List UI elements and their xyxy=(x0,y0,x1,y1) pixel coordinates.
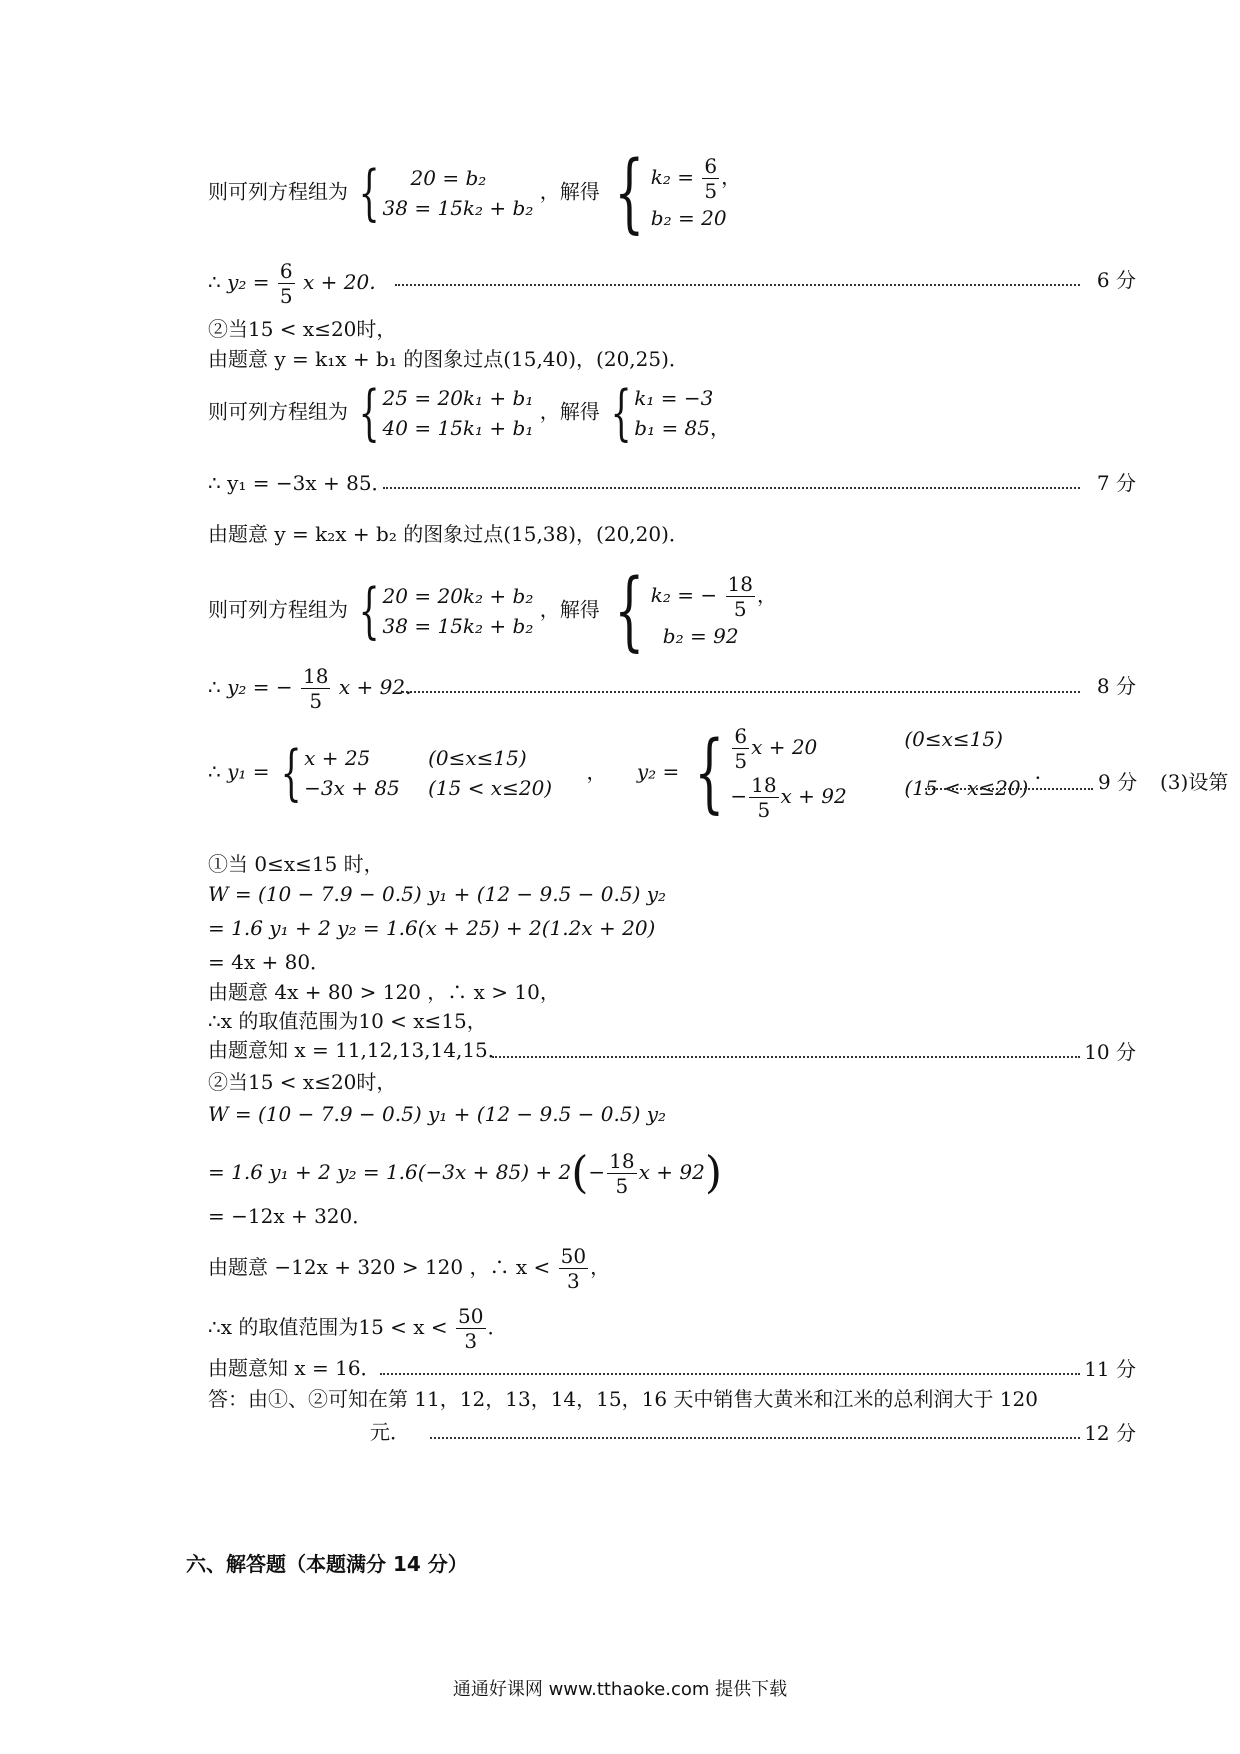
formula-line: = 4x + 80． xyxy=(208,950,331,974)
page-footer: 通通好课网 www.tthaoke.com 提供下载 xyxy=(452,1679,788,1700)
text: ，解得 xyxy=(539,179,600,204)
score-label: 9 分 xyxy=(1098,770,1138,794)
equation-system-line xyxy=(208,143,742,243)
text-line: ②当15 < x≤20时， xyxy=(208,1070,397,1094)
equation: 20 = b₂ xyxy=(410,166,487,190)
result-line: ∴ y₁ = −3x + 85． xyxy=(208,471,392,495)
score-label: 8 分 xyxy=(1096,674,1136,698)
text: (3)设第 xyxy=(1160,770,1229,794)
piecewise-line: ∴ y₁ = { x + 25 (0≤x≤15) −3x + 85 (15 < x≤20) ， y₂ = { $\frac{6}{5}$ x + 20 (0≤x≤15) − $\frac{18}{5}$ x + 92 (15 < x≤20) ． xyxy=(208,723,1055,823)
formula-line: = 1.6 y₁ + 2 y₂ = 1.6(−3x + 85) + 2(− $\frac{18}{5}$ x + 92) xyxy=(208,1147,722,1199)
answer-line: 答：由①、②可知在第 11，12，13，14，15，16 天中销售大黄米和江米的总利润大于 120 xyxy=(208,1387,1038,1411)
score-label: 7 分 xyxy=(1096,471,1136,495)
fraction: $\frac{6}{5}$ xyxy=(704,153,718,203)
piecewise-y1: { x + 25 (0≤x≤15) −3x + 85 (15 < x≤20) xyxy=(280,738,553,808)
score-label: 11 分 xyxy=(1084,1357,1136,1381)
equation: k₂ = xyxy=(650,164,695,189)
formula-line: = 1.6 y₁ + 2 y₂ = 1.6(x + 25) + 2(1.2x + 20) xyxy=(208,916,656,940)
fraction: $\frac{6}{5}$ xyxy=(279,259,293,308)
dot-leader xyxy=(380,1373,1080,1375)
text: 则可列方程组为 xyxy=(208,179,348,204)
text-line: ①当 0≤x≤15 时， xyxy=(208,852,384,876)
dot-leader xyxy=(402,691,1080,693)
answer-line: 元． xyxy=(370,1420,410,1444)
result-line: ∴ y₂ = − $\frac{18}{5}$ x + 92． xyxy=(208,664,426,713)
solution-system: { k₂ = − $\frac{18}{5}$ ， b₂ = 92 xyxy=(614,561,777,661)
section-heading: 六、解答题（本题满分 14 分） xyxy=(186,1552,468,1576)
formula-line: W = (10 − 7.9 − 0.5) y₁ + (12 − 9.5 − 0.5) y₂ xyxy=(208,1102,667,1126)
text-line: ∴x 的取值范围为10 < x≤15， xyxy=(208,1009,487,1033)
text-line: 由题意知 x = 11,12,13,14,15． xyxy=(208,1038,508,1062)
formula-line: = −12x + 320． xyxy=(208,1204,373,1228)
equation-system-line: 则可列方程组为 { 25 = 20k₁ + b₁ 40 = 15k₁ + b₁ ，解得 { k₁ = −3 b₁ = 85， xyxy=(208,378,731,448)
solution-system: { k₁ = −3 b₁ = 85， xyxy=(610,378,731,448)
text-line: 由题意 −12x + 320 > 120 ，∴ x < $\frac{50}{3}$ ， xyxy=(208,1244,611,1293)
dot-leader xyxy=(925,788,1093,790)
equation-system: { 20 = 20k₂ + b₂ 38 = 15k₂ + b₂ xyxy=(358,576,534,646)
fraction: $\frac{18}{5}$ xyxy=(303,664,329,713)
piecewise-y2: { $\frac{6}{5}$ x + 20 (0≤x≤15) − $\frac{18}{5}$ x + 92 (15 < x≤20) xyxy=(693,723,1029,823)
score-label: 10 分 xyxy=(1084,1040,1136,1064)
dot-leader xyxy=(383,487,1080,489)
equation-system-line: 则可列方程组为 { 20 = 20k₂ + b₂ 38 = 15k₂ + b₂ ，解得 { k₂ = − $\frac{18}{5}$ ， b₂ = 92 xyxy=(208,561,777,661)
text-line: 由题意 y = k₁x + b₁ 的图象过点(15,40)，(20,25)． xyxy=(208,347,689,371)
dot-leader xyxy=(492,1056,1080,1058)
formula-line: W = (10 − 7.9 − 0.5) y₁ + (12 − 9.5 − 0.5) y₂ xyxy=(208,882,667,906)
score-label: 6 分 xyxy=(1096,268,1136,292)
dot-leader xyxy=(430,1437,1080,1439)
text-line: 由题意 y = k₂x + b₂ 的图象过点(15,38)，(20,20)． xyxy=(208,522,689,546)
equation-system: { 20 = b₂ 38 = 15k₂ + b₂ xyxy=(358,158,534,228)
text-line: ∴x 的取值范围为15 < x < $\frac{50}{3}$ ． xyxy=(208,1304,508,1353)
result-line: ∴ y₂ = $\frac{6}{5}$ x + 20． xyxy=(208,259,390,308)
equation: b₂ = 20 xyxy=(650,205,727,230)
equation-system: { 25 = 20k₁ + b₁ 40 = 15k₁ + b₁ xyxy=(358,378,534,448)
dot-leader xyxy=(395,284,1080,286)
text-line: 由题意知 x = 16． xyxy=(208,1356,381,1380)
score-label: 12 分 xyxy=(1084,1421,1136,1445)
text-line: 由题意 4x + 80 > 120 ，∴ x > 10， xyxy=(208,980,560,1004)
solution-system: { k₂ = $\frac{6}{5}$ ， b₂ = 20 xyxy=(614,143,742,243)
text-line: ②当15 < x≤20时， xyxy=(208,317,397,341)
equation: 38 = 15k₂ + b₂ xyxy=(382,196,534,220)
fraction: $\frac{18}{5}$ xyxy=(727,571,753,621)
